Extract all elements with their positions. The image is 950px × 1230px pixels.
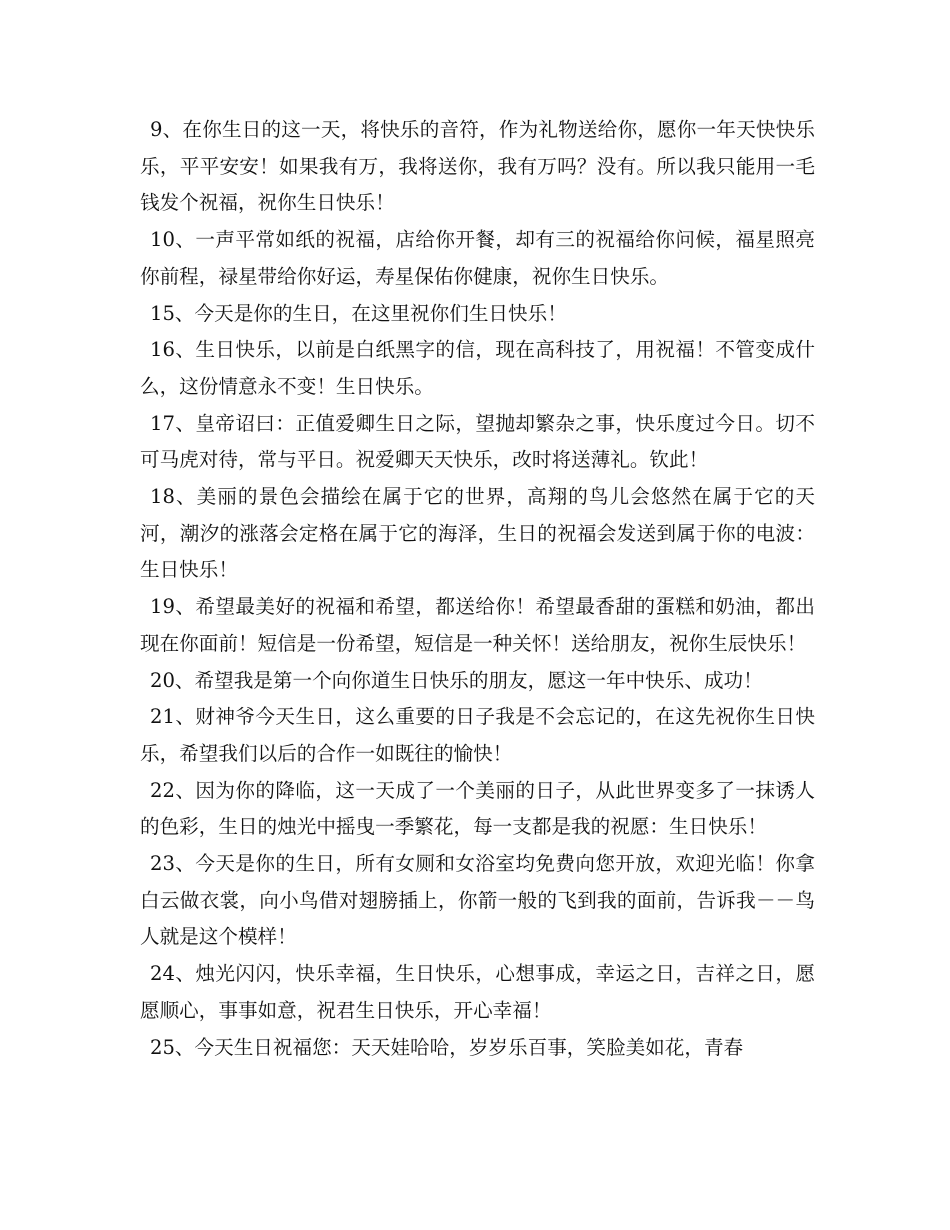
paragraph-17: 17、皇帝诏曰：正值爱卿生日之际，望抛却繁杂之事，快乐度过今日。切不可马虎对待，常与平日。祝爱卿天天快乐，改时将送薄礼。钦此！ bbox=[140, 411, 815, 472]
paragraph-18: 18、美丽的景色会描绘在属于它的世界，高翔的鸟儿会悠然在属于它的天河，潮汐的涨落会定格在属于它的海泽，生日的祝福会发送到属于你的电波：生日快乐！ bbox=[140, 485, 815, 582]
paragraph-20: 20、希望我是第一个向你道生日快乐的朋友，愿这一年中快乐、成功！ bbox=[150, 668, 763, 692]
paragraph-23: 23、今天是你的生日，所有女厕和女浴室均免费向您开放，欢迎光临！你拿白云做衣裳，向小鸟借对翅膀插上，你箭一般的飞到我的面前，告诉我－－鸟人就是这个模样！ bbox=[140, 852, 815, 949]
paragraph-10: 10、一声平常如纸的祝福，店给你开餐，却有三的祝福给你问候，福星照亮你前程，禄星带给你好运，寿星保佑你健康，祝你生日快乐。 bbox=[140, 228, 815, 288]
paragraph-16: 16、生日快乐，以前是白纸黑字的信，现在高科技了，用祝福！不管变成什么，这份情意永不变！生日快乐。 bbox=[140, 338, 815, 398]
document-body bbox=[140, 112, 815, 1066]
paragraph-9: 9、在你生日的这一天，将快乐的音符，作为礼物送给你，愿你一年天快快乐乐，平平安安！如果我有万，我将送你，我有万吗？没有。所以我只能用一毛钱发个祝福，祝你生日快乐！ bbox=[140, 118, 815, 215]
paragraph-19: 19、希望最美好的祝福和希望，都送给你！希望最香甜的蛋糕和奶油，都出现在你面前！短信是一份希望，短信是一种关怀！送给朋友，祝你生辰快乐！ bbox=[140, 595, 815, 655]
paragraph-21: 21、财神爷今天生日，这么重要的日子我是不会忘记的，在这先祝你生日快乐，希望我们以后的合作一如既往的愉快！ bbox=[140, 705, 815, 765]
paragraph-22: 22、因为你的降临，这一天成了一个美丽的日子，从此世界变多了一抹诱人的色彩，生日的烛光中摇曳一季繁花，每一支都是我的祝愿：生日快乐！ bbox=[140, 778, 815, 839]
paragraph-25: 25、今天生日祝福您：天天娃哈哈，岁岁乐百事，笑脸美如花，青春 bbox=[150, 1035, 744, 1059]
paragraph-24: 24、烛光闪闪，快乐幸福，生日快乐，心想事成，幸运之日，吉祥之日，愿愿顺心，事事如意，祝君生日快乐，开心幸福！ bbox=[140, 962, 815, 1022]
paragraph-15: 15、今天是你的生日，在这里祝你们生日快乐！ bbox=[150, 301, 567, 325]
